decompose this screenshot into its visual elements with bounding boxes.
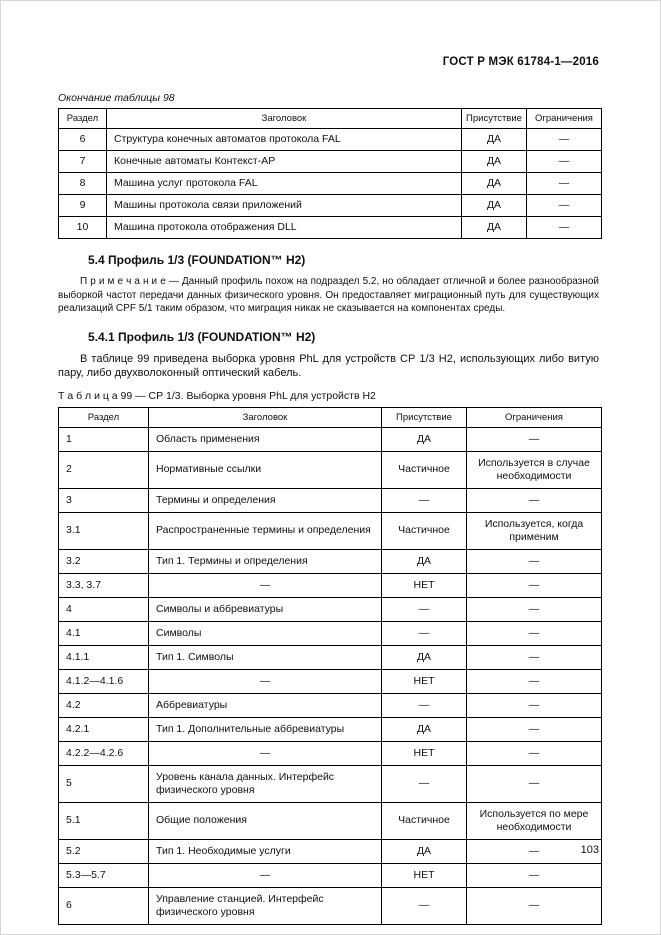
table-cell: Конечные автоматы Контекст-AP <box>107 151 462 173</box>
table-row <box>59 645 602 669</box>
table-cell: 4.2.2—4.2.6 <box>59 741 149 765</box>
table-cell: Частичное <box>382 802 467 839</box>
table-row <box>59 195 602 217</box>
table-cell: Уровень канала данных. Интерфейс физического уровня <box>149 765 382 802</box>
table-cell: 3 <box>59 488 149 512</box>
column-header-presence: Присутствие <box>462 109 527 129</box>
table-cell: Используется по мере необходимости <box>467 802 602 839</box>
table-cell: 5.1 <box>59 802 149 839</box>
table-cell: ДА <box>462 151 527 173</box>
table-cell: 6 <box>59 887 149 924</box>
table-cell: — <box>149 573 382 597</box>
table-cell: 3.3, 3.7 <box>59 573 149 597</box>
page-content <box>1 1 660 925</box>
table-row <box>59 765 602 802</box>
column-header-title: Заголовок <box>107 109 462 129</box>
body-paragraph: В таблице 99 приведена выборка уровня PhL для устройств СР 1/3 H2, использующих либо витую пару, либо двухволоконный оптический кабель. <box>58 352 599 379</box>
table-cell: НЕТ <box>382 573 467 597</box>
table-cell: Частичное <box>382 512 467 549</box>
table-row <box>59 573 602 597</box>
table-cell: 5.3—5.7 <box>59 863 149 887</box>
table-cell: — <box>467 488 602 512</box>
table-cell: — <box>527 195 602 217</box>
table-cell: 4.1.2—4.1.6 <box>59 669 149 693</box>
table-cell: Область применения <box>149 427 382 451</box>
table-row <box>59 173 602 195</box>
table-cell: — <box>382 488 467 512</box>
table98-continuation-caption: Окончание таблицы 98 <box>58 92 175 104</box>
table-cell: — <box>467 839 602 863</box>
table-cell: — <box>467 427 602 451</box>
table-99 <box>58 407 602 925</box>
table-cell: ДА <box>382 427 467 451</box>
table-cell: Машина протокола отображения DLL <box>107 217 462 239</box>
table-cell: 4.1.1 <box>59 645 149 669</box>
table-row <box>59 887 602 924</box>
table-row <box>59 693 602 717</box>
table-cell: Общие положения <box>149 802 382 839</box>
table-row <box>59 488 602 512</box>
table-cell: — <box>382 887 467 924</box>
table-cell: — <box>527 217 602 239</box>
table-cell: 2 <box>59 451 149 488</box>
table-cell: Машины протокола связи приложений <box>107 195 462 217</box>
table-cell: Распространенные термины и определения <box>149 512 382 549</box>
table-row <box>59 741 602 765</box>
table-cell: 10 <box>59 217 107 239</box>
note-paragraph: П р и м е ч а н и е — Данный профиль похож на подраздел 5.2, но обладает отличной и более разнообразной выборкой частот передачи данных физического уровня. Он предоставляет миграционный путь для существующих реализаций CPF 5/1 таким образом, что миграция никак не сказывается на компонентах среды. <box>58 276 599 314</box>
table-cell: 5.2 <box>59 839 149 863</box>
column-header-section: Раздел <box>59 407 149 427</box>
table-cell: — <box>149 669 382 693</box>
table-cell: — <box>467 887 602 924</box>
table-cell: — <box>467 621 602 645</box>
table-row <box>59 717 602 741</box>
table-cell: — <box>527 173 602 195</box>
table-row <box>59 451 602 488</box>
table-cell: 4.2 <box>59 693 149 717</box>
column-header-title: Заголовок <box>149 407 382 427</box>
table99-caption: Т а б л и ц а 99 — СР 1/3. Выборка уровня PhL для устройств H2 <box>58 389 376 402</box>
column-header-presence: Присутствие <box>382 407 467 427</box>
table-cell: ДА <box>462 217 527 239</box>
column-header-constraints: Ограничения <box>467 407 602 427</box>
table-row <box>59 802 602 839</box>
table-cell: Тип 1. Термины и определения <box>149 549 382 573</box>
table-cell: 1 <box>59 427 149 451</box>
table-cell: — <box>467 863 602 887</box>
table-row <box>59 669 602 693</box>
table-cell: НЕТ <box>382 669 467 693</box>
table-cell: Термины и определения <box>149 488 382 512</box>
table-cell: НЕТ <box>382 863 467 887</box>
table99-header-row <box>59 407 602 427</box>
table-cell: Частичное <box>382 451 467 488</box>
table-row <box>59 549 602 573</box>
doc-header-title: ГОСТ Р МЭК 61784-1—2016 <box>442 56 599 68</box>
table-cell: 3.2 <box>59 549 149 573</box>
table-cell: Управление станцией. Интерфейс физического уровня <box>149 887 382 924</box>
table-cell: Машина услуг протокола FAL <box>107 173 462 195</box>
table-cell: Используется в случае необходимости <box>467 451 602 488</box>
table-cell: Нормативные ссылки <box>149 451 382 488</box>
table-cell: 4 <box>59 597 149 621</box>
table-cell: — <box>467 597 602 621</box>
table-cell: 8 <box>59 173 107 195</box>
heading-5-4-1: 5.4.1 Профиль 1/3 (FOUNDATION™ H2) <box>88 329 316 344</box>
table-cell: — <box>382 693 467 717</box>
table-cell: ДА <box>462 173 527 195</box>
table-cell: 9 <box>59 195 107 217</box>
table-cell: 7 <box>59 151 107 173</box>
table-cell: — <box>467 645 602 669</box>
table-cell: — <box>467 765 602 802</box>
table-cell: Аббревиатуры <box>149 693 382 717</box>
table-cell: Тип 1. Необходимые услуги <box>149 839 382 863</box>
table-cell: ДА <box>382 717 467 741</box>
table-98 <box>58 108 602 239</box>
table-cell: — <box>149 863 382 887</box>
column-header-section: Раздел <box>59 109 107 129</box>
table-row <box>59 597 602 621</box>
table98-header-row <box>59 109 602 129</box>
table-cell: 4.1 <box>59 621 149 645</box>
table-cell: 3.1 <box>59 512 149 549</box>
column-header-constraints: Ограничения <box>527 109 602 129</box>
table-cell: 6 <box>59 129 107 151</box>
table-cell: ДА <box>382 549 467 573</box>
table-cell: — <box>467 573 602 597</box>
table-cell: 5 <box>59 765 149 802</box>
table-cell: — <box>467 693 602 717</box>
table-cell: — <box>467 669 602 693</box>
table-row <box>59 621 602 645</box>
table-cell: — <box>382 597 467 621</box>
table-cell: — <box>382 621 467 645</box>
table-cell: ДА <box>462 195 527 217</box>
table-row <box>59 129 602 151</box>
table-cell: Тип 1. Символы <box>149 645 382 669</box>
table-cell: — <box>467 549 602 573</box>
table-cell: ДА <box>462 129 527 151</box>
table-cell: — <box>382 765 467 802</box>
table-cell: — <box>527 129 602 151</box>
table-row <box>59 217 602 239</box>
table-cell: ДА <box>382 645 467 669</box>
table-cell: Символы <box>149 621 382 645</box>
table-row <box>59 839 602 863</box>
table-cell: — <box>467 717 602 741</box>
table-cell: ДА <box>382 839 467 863</box>
table-row <box>59 863 602 887</box>
table-cell: Символы и аббревиатуры <box>149 597 382 621</box>
heading-5-4: 5.4 Профиль 1/3 (FOUNDATION™ H2) <box>88 253 306 267</box>
table-row <box>59 512 602 549</box>
table-cell: Структура конечных автоматов протокола FAL <box>107 129 462 151</box>
table-cell: Тип 1. Дополнительные аббревиатуры <box>149 717 382 741</box>
table-cell: НЕТ <box>382 741 467 765</box>
table-cell: — <box>149 741 382 765</box>
page-number: 103 <box>580 844 599 856</box>
table-cell: Используется, когда применим <box>467 512 602 549</box>
table-row <box>59 151 602 173</box>
table-cell: 4.2.1 <box>59 717 149 741</box>
table-row <box>59 427 602 451</box>
table-cell: — <box>467 741 602 765</box>
table-cell: — <box>527 151 602 173</box>
